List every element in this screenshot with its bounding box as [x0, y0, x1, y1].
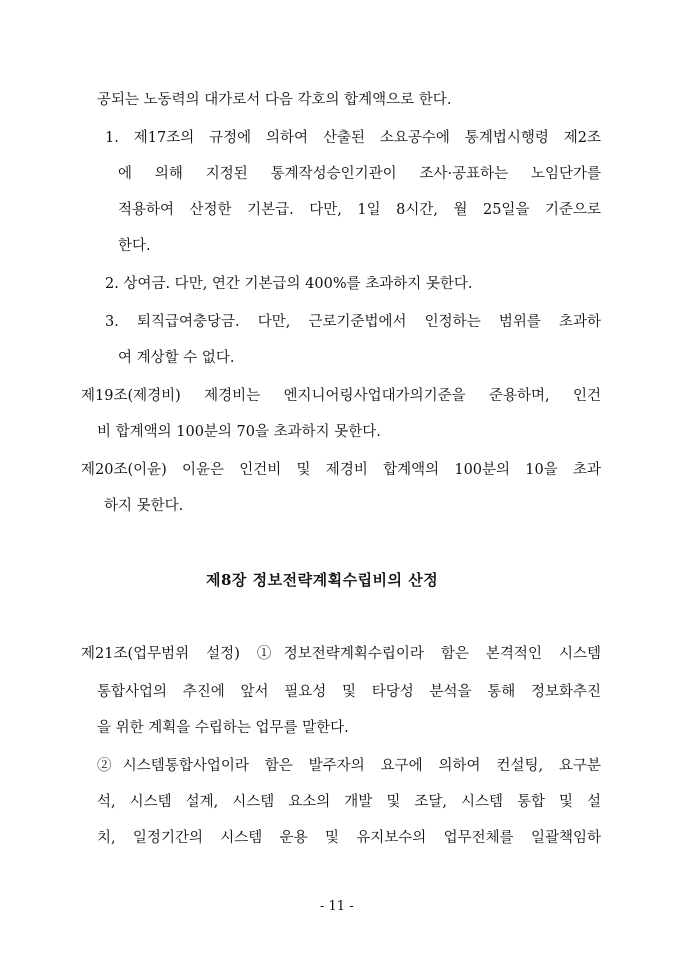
article-21-line: ②시스템통합사업이라 함은 발주자의 요구에 의하여 컨설팅, 요구분 — [97, 758, 601, 774]
list-item-1-line: 한다. — [118, 238, 151, 254]
list-item-1-line: 적용하여 산정한 기본급. 다만, 1일 8시간, 월 25일을 기준으로 — [118, 202, 601, 218]
list-item-3-line: 3. 퇴직급여충당금. 다만, 근로기준법에서 인정하는 범위를 초과하 — [105, 314, 601, 330]
text-line: 공되는 노동력의 대가로서 다음 각호의 합계액으로 한다. — [97, 92, 452, 108]
article-21-line: 치, 일정기간의 시스템 운용 및 유지보수의 업무전체를 일괄책임하 — [97, 830, 601, 846]
article-20-line: 제20조(이윤) 이윤은 인건비 및 제경비 합계액의 100분의 10을 초과 — [81, 462, 601, 478]
list-item-1-line: 에 의해 지정된 통계작성승인기관이 조사·공표하는 노임단가를 — [118, 166, 601, 182]
article-19-line: 제19조(제경비) 제경비는 엔지니어링사업대가의기준을 준용하며, 인건 — [81, 388, 601, 404]
article-21-line: 을 위한 계획을 수립하는 업무를 말한다. — [97, 720, 349, 736]
page-number: - 11 - — [320, 899, 354, 914]
article-21-line: 통합사업의 추진에 앞서 필요성 및 타당성 분석을 통해 정보화추진 — [97, 684, 601, 700]
article-21-line: 제21조(업무범위 설정) ①정보전략계획수립이라 함은 본격적인 시스템 — [81, 646, 601, 662]
list-item-3-line: 여 계상할 수 없다. — [118, 350, 235, 366]
article-21-line: 석, 시스템 설계, 시스템 요소의 개발 및 조달, 시스템 통합 및 설 — [97, 794, 601, 810]
article-20-line: 하지 못한다. — [104, 498, 184, 514]
list-item-2-line: 2. 상여금. 다만, 연간 기본급의 400%를 초과하지 못한다. — [105, 276, 473, 292]
article-19-line: 비 합계액의 100분의 70을 초과하지 못한다. — [97, 424, 381, 440]
list-item-1-line: 1. 제17조의 규정에 의하여 산출된 소요공수에 통계법시행령 제2조 — [105, 130, 601, 146]
chapter-heading: 제8장 정보전략계획수립비의 산정 — [206, 571, 439, 589]
